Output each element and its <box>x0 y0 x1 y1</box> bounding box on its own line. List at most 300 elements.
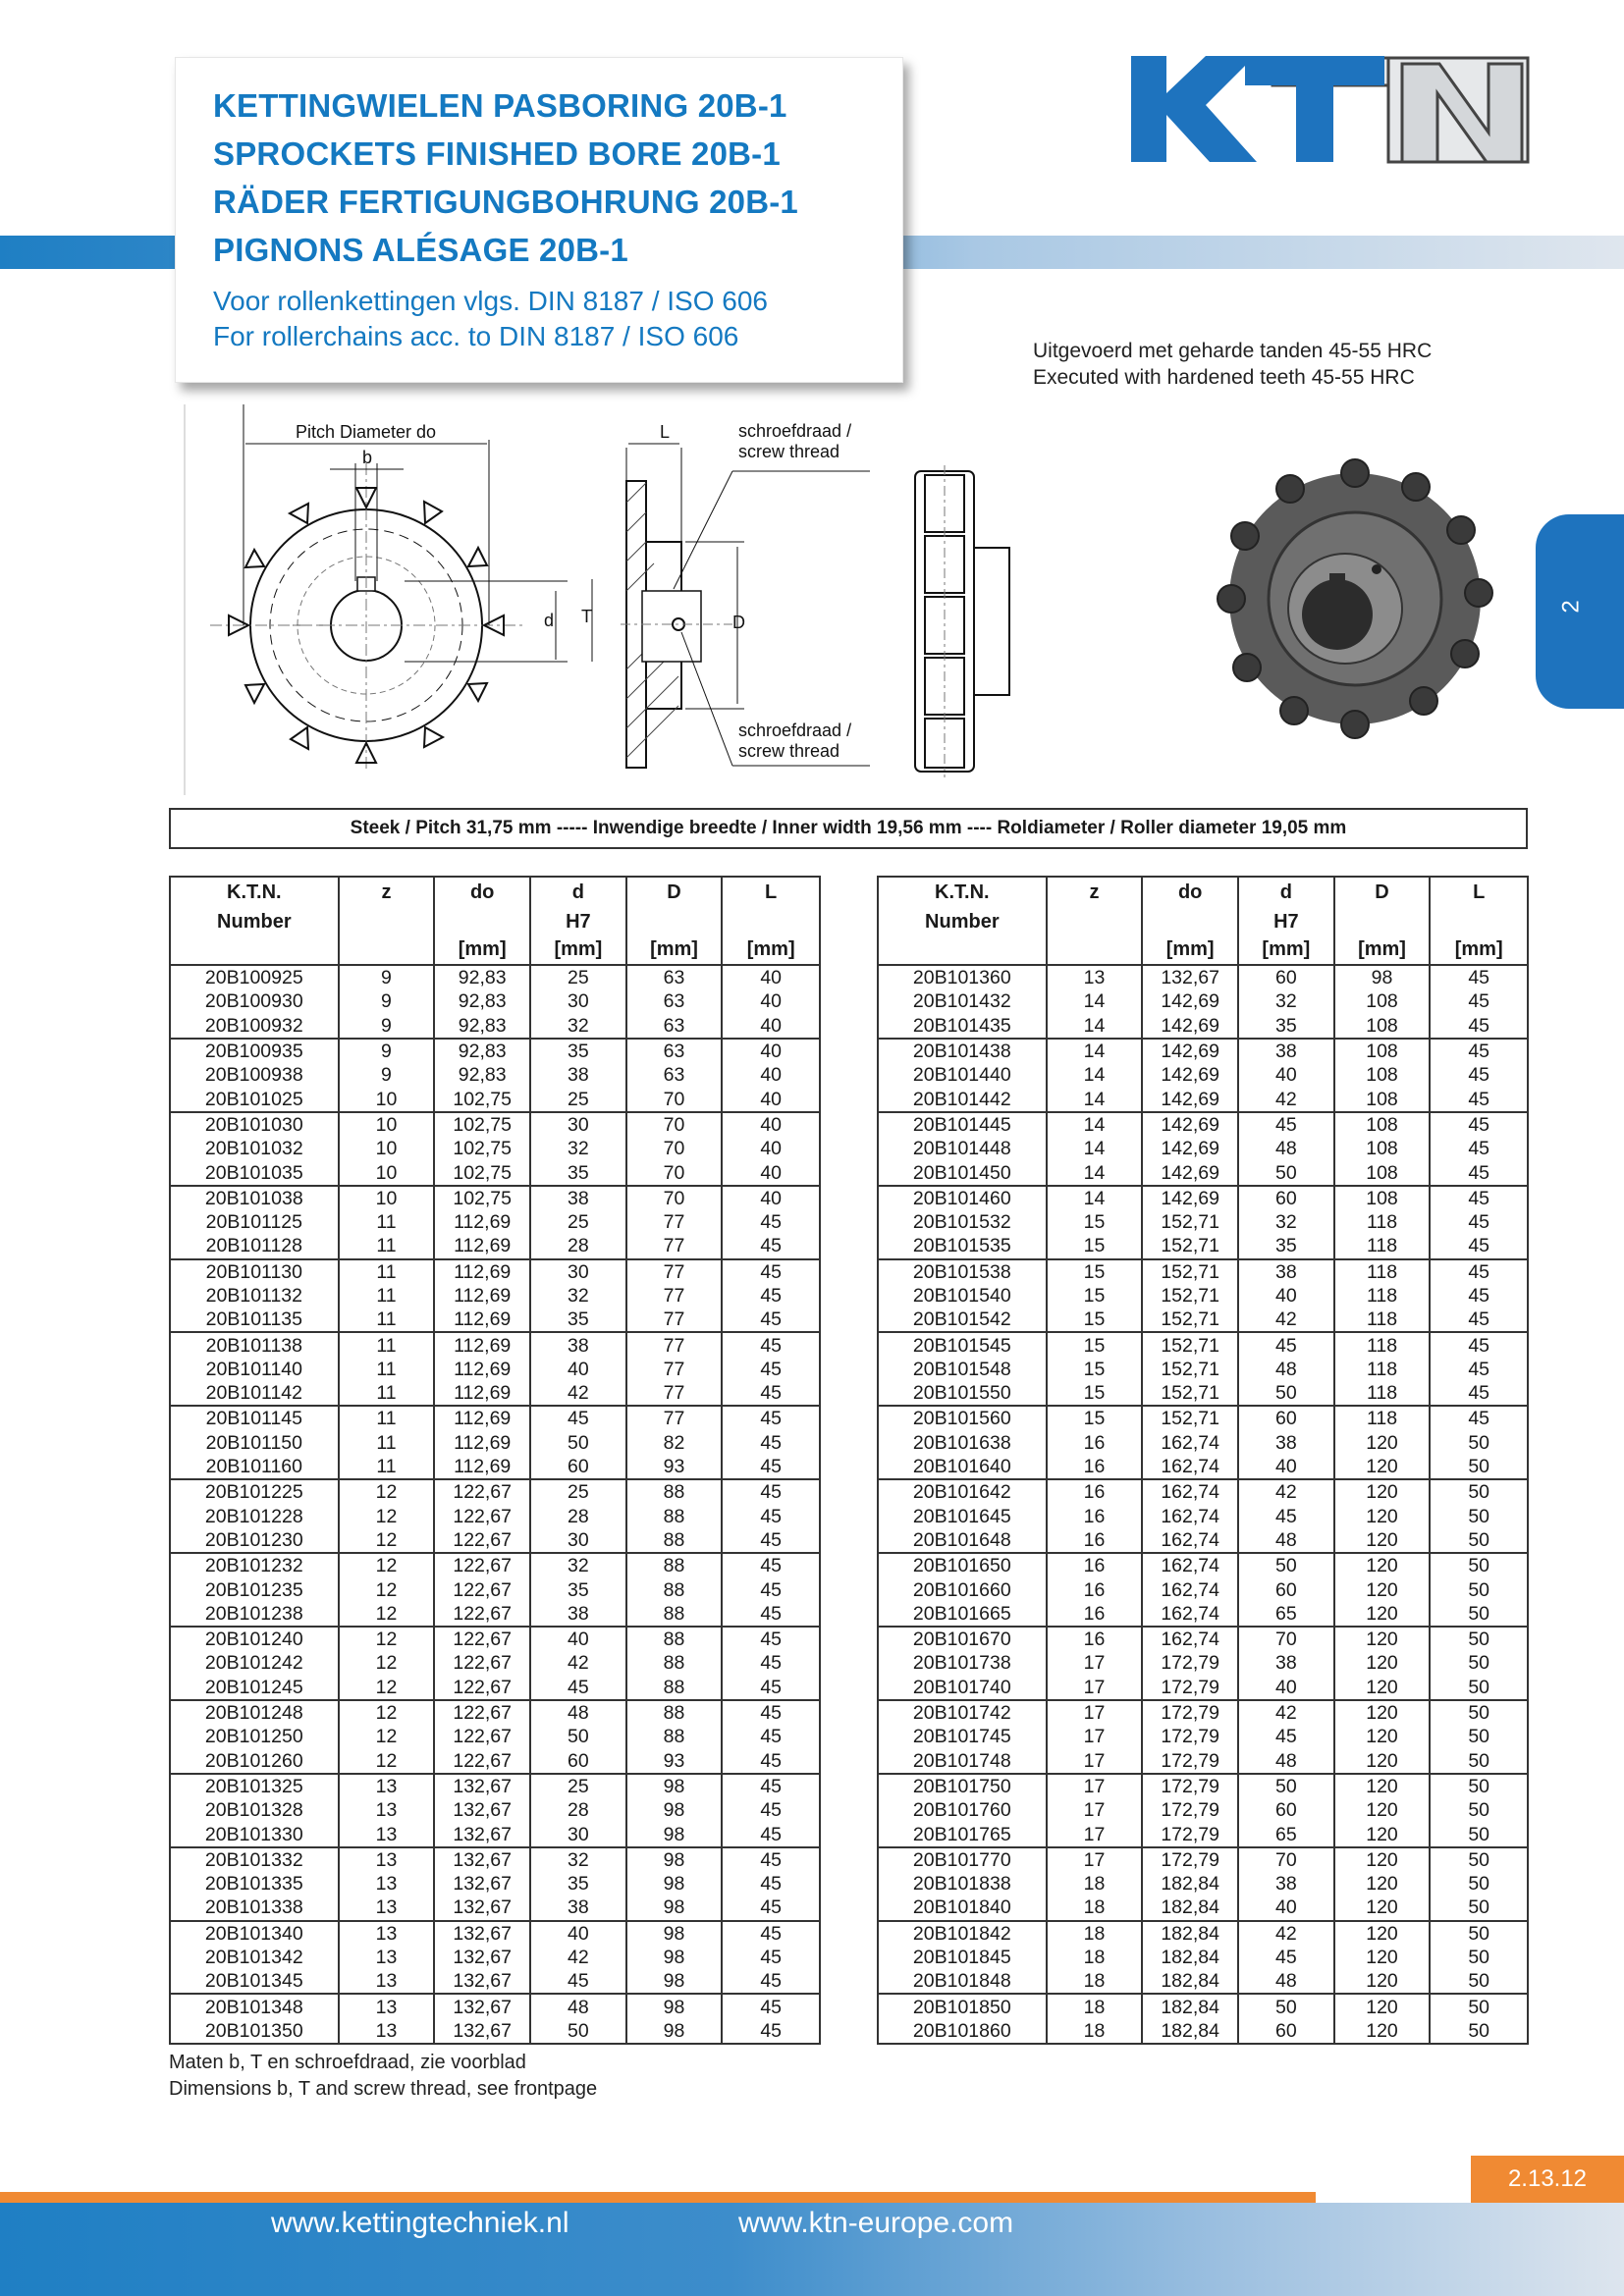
cell-d: 50 <box>530 2019 626 2044</box>
table-row <box>170 1160 820 1185</box>
cell-d: 40 <box>1238 1455 1334 1479</box>
table-row <box>878 1186 1528 1210</box>
cell-D: 108 <box>1334 1063 1431 1087</box>
cell-do: 172,79 <box>1142 1676 1238 1700</box>
cell-d: 25 <box>530 1479 626 1504</box>
cell-d: 25 <box>530 1210 626 1234</box>
cell-number: 20B101848 <box>878 1969 1047 1994</box>
cell-d: 40 <box>1238 1896 1334 1920</box>
cell-d: 45 <box>1238 1505 1334 1528</box>
cell-z: 11 <box>339 1358 435 1381</box>
cell-D: 70 <box>626 1112 723 1137</box>
table-row <box>170 1358 820 1381</box>
cell-L: 45 <box>1430 1210 1528 1234</box>
cell-D: 88 <box>626 1725 723 1748</box>
col-L: L [mm] <box>722 877 820 965</box>
cell-z: 13 <box>339 1994 435 2018</box>
table-row <box>878 1872 1528 1896</box>
cell-D: 88 <box>626 1553 723 1577</box>
cell-do: 162,74 <box>1142 1602 1238 1627</box>
cell-z: 17 <box>1047 1700 1143 1725</box>
cell-d: 50 <box>530 1725 626 1748</box>
table-row <box>878 1087 1528 1111</box>
cell-D: 63 <box>626 965 723 989</box>
cell-D: 70 <box>626 1087 723 1111</box>
cell-d: 30 <box>530 1112 626 1137</box>
cell-L: 45 <box>1430 1087 1528 1111</box>
subtitle-en: For rollerchains acc. to DIN 8187 / ISO 606 <box>213 321 739 351</box>
cell-number: 20B101560 <box>878 1406 1047 1430</box>
cell-number: 20B101538 <box>878 1259 1047 1284</box>
cell-D: 88 <box>626 1651 723 1675</box>
cell-number: 20B101142 <box>170 1381 339 1406</box>
cell-d: 28 <box>530 1234 626 1258</box>
cell-number: 20B101230 <box>170 1528 339 1553</box>
cell-d: 28 <box>530 1505 626 1528</box>
cell-D: 108 <box>1334 1137 1431 1160</box>
table-row <box>878 1969 1528 1994</box>
cell-number: 20B101748 <box>878 1749 1047 1774</box>
subtitle-nl: Voor rollenkettingen vlgs. DIN 8187 / ISO 606 <box>213 286 768 316</box>
cell-z: 14 <box>1047 1087 1143 1111</box>
cell-d: 65 <box>1238 1602 1334 1627</box>
cell-d: 40 <box>1238 1676 1334 1700</box>
cell-z: 16 <box>1047 1577 1143 1601</box>
cell-d: 45 <box>530 1406 626 1430</box>
cell-D: 108 <box>1334 1014 1431 1039</box>
table-row <box>878 1137 1528 1160</box>
cell-do: 112,69 <box>434 1308 530 1332</box>
cell-d: 48 <box>530 1700 626 1725</box>
cell-L: 45 <box>722 1946 820 1969</box>
cell-d: 48 <box>530 1994 626 2018</box>
cell-z: 13 <box>339 1822 435 1846</box>
table-row <box>878 1946 1528 1969</box>
cell-number: 20B101245 <box>170 1676 339 1700</box>
cell-z: 18 <box>1047 1921 1143 1946</box>
title-en: SPROCKETS FINISHED BORE 20B-1 <box>213 135 781 172</box>
cell-d: 30 <box>530 1528 626 1553</box>
table-row <box>878 1332 1528 1357</box>
cell-number: 20B101345 <box>170 1969 339 1994</box>
table-row <box>878 1798 1528 1822</box>
cell-d: 38 <box>1238 1872 1334 1896</box>
pitch-diameter-label: Pitch Diameter do <box>296 422 437 442</box>
table-row <box>878 1994 1528 2018</box>
table-row <box>170 1505 820 1528</box>
table-row <box>170 1455 820 1479</box>
cell-do: 142,69 <box>1142 1087 1238 1111</box>
cell-do: 112,69 <box>434 1284 530 1308</box>
cell-do: 92,83 <box>434 1014 530 1039</box>
cell-do: 142,69 <box>1142 1112 1238 1137</box>
cell-L: 45 <box>1430 1137 1528 1160</box>
cell-L: 50 <box>1430 1553 1528 1577</box>
cell-number: 20B101840 <box>878 1896 1047 1920</box>
cell-do: 112,69 <box>434 1234 530 1258</box>
cell-d: 60 <box>1238 1406 1334 1430</box>
table-row <box>170 1039 820 1063</box>
cell-D: 120 <box>1334 1847 1431 1872</box>
cell-D: 120 <box>1334 1651 1431 1675</box>
cell-D: 120 <box>1334 1774 1431 1798</box>
cell-do: 152,71 <box>1142 1234 1238 1258</box>
cell-D: 120 <box>1334 1700 1431 1725</box>
cell-L: 45 <box>722 1431 820 1455</box>
table-row <box>170 1210 820 1234</box>
cell-do: 132,67 <box>434 1896 530 1920</box>
cell-z: 11 <box>339 1455 435 1479</box>
cell-do: 142,69 <box>1142 1014 1238 1039</box>
cell-d: 60 <box>1238 1186 1334 1210</box>
cell-d: 40 <box>530 1921 626 1946</box>
cell-D: 63 <box>626 1039 723 1063</box>
cell-D: 120 <box>1334 1455 1431 1479</box>
cell-number: 20B101545 <box>878 1332 1047 1357</box>
table-row <box>170 1994 820 2018</box>
cell-do: 112,69 <box>434 1406 530 1430</box>
table-row <box>170 1528 820 1553</box>
col-number: K.T.N. Number <box>878 877 1047 965</box>
table-row <box>170 1431 820 1455</box>
cell-do: 132,67 <box>434 1798 530 1822</box>
col-d: d H7 [mm] <box>530 877 626 965</box>
cell-number: 20B101130 <box>170 1259 339 1284</box>
cell-L: 45 <box>1430 1112 1528 1137</box>
cell-number: 20B101038 <box>170 1186 339 1210</box>
cell-L: 45 <box>1430 1014 1528 1039</box>
cell-z: 12 <box>339 1700 435 1725</box>
cell-L: 45 <box>722 2019 820 2044</box>
cell-number: 20B101338 <box>170 1896 339 1920</box>
cell-L: 50 <box>1430 1528 1528 1553</box>
cell-D: 88 <box>626 1676 723 1700</box>
cell-d: 70 <box>1238 1627 1334 1651</box>
table-row <box>170 1822 820 1846</box>
table-row <box>878 1651 1528 1675</box>
cell-D: 120 <box>1334 1627 1431 1651</box>
cell-D: 88 <box>626 1528 723 1553</box>
cell-number: 20B101242 <box>170 1651 339 1675</box>
cell-D: 118 <box>1334 1234 1431 1258</box>
cell-do: 112,69 <box>434 1210 530 1234</box>
T-label: T <box>581 607 592 626</box>
cell-z: 11 <box>339 1406 435 1430</box>
cell-do: 162,74 <box>1142 1528 1238 1553</box>
cell-L: 45 <box>722 1528 820 1553</box>
cell-number: 20B101550 <box>878 1381 1047 1406</box>
cell-do: 112,69 <box>434 1358 530 1381</box>
cell-D: 120 <box>1334 1872 1431 1896</box>
table-row <box>878 1479 1528 1504</box>
cell-do: 162,74 <box>1142 1431 1238 1455</box>
cell-do: 172,79 <box>1142 1798 1238 1822</box>
col-do: do [mm] <box>434 877 530 965</box>
cell-D: 70 <box>626 1186 723 1210</box>
sprocket-table-left <box>169 876 821 2045</box>
cell-D: 120 <box>1334 1676 1431 1700</box>
website-link-europe[interactable]: www.ktn-europe.com <box>738 2207 1014 2239</box>
sprocket-photo <box>1208 452 1516 746</box>
table-row <box>170 1602 820 1627</box>
footnote <box>169 2050 597 2103</box>
cell-d: 50 <box>1238 1553 1334 1577</box>
cell-number: 20B101442 <box>878 1087 1047 1111</box>
cell-L: 45 <box>722 1308 820 1332</box>
cell-z: 12 <box>339 1528 435 1553</box>
table-row <box>170 1749 820 1774</box>
cell-number: 20B101770 <box>878 1847 1047 1872</box>
cell-d: 32 <box>530 1284 626 1308</box>
cell-number: 20B101132 <box>170 1284 339 1308</box>
cell-d: 50 <box>1238 1774 1334 1798</box>
cell-z: 16 <box>1047 1553 1143 1577</box>
cell-number: 20B101438 <box>878 1039 1047 1063</box>
cell-number: 20B101332 <box>170 1847 339 1872</box>
cell-L: 50 <box>1430 1798 1528 1822</box>
cell-d: 42 <box>530 1381 626 1406</box>
cell-d: 30 <box>530 1822 626 1846</box>
cell-z: 11 <box>339 1210 435 1234</box>
cell-L: 45 <box>1430 1160 1528 1185</box>
cell-do: 182,84 <box>1142 1946 1238 1969</box>
cell-number: 20B101250 <box>170 1725 339 1748</box>
cell-do: 122,67 <box>434 1602 530 1627</box>
cell-number: 20B101445 <box>878 1112 1047 1137</box>
sprocket-table-right <box>877 876 1529 2045</box>
cell-do: 142,69 <box>1142 1039 1238 1063</box>
cell-number: 20B101248 <box>170 1700 339 1725</box>
cell-number: 20B101030 <box>170 1112 339 1137</box>
cell-do: 122,67 <box>434 1725 530 1748</box>
cell-L: 50 <box>1430 1994 1528 2018</box>
cell-do: 122,67 <box>434 1749 530 1774</box>
cell-D: 118 <box>1334 1308 1431 1332</box>
cell-z: 14 <box>1047 1039 1143 1063</box>
website-link-nl[interactable]: www.kettingtechniek.nl <box>271 2207 569 2239</box>
table-row <box>878 1381 1528 1406</box>
sprocket-front-view <box>210 404 592 773</box>
cell-d: 50 <box>1238 1160 1334 1185</box>
cell-d: 40 <box>530 1627 626 1651</box>
cell-L: 50 <box>1430 1431 1528 1455</box>
cell-D: 93 <box>626 1749 723 1774</box>
cell-z: 14 <box>1047 1186 1143 1210</box>
col-number: K.T.N. Number <box>170 877 339 965</box>
cell-d: 48 <box>1238 1969 1334 1994</box>
cell-D: 120 <box>1334 1479 1431 1504</box>
cell-number: 20B101330 <box>170 1822 339 1846</box>
cell-D: 77 <box>626 1332 723 1357</box>
cell-z: 16 <box>1047 1528 1143 1553</box>
table-row <box>170 1186 820 1210</box>
cell-number: 20B101665 <box>878 1602 1047 1627</box>
cell-do: 172,79 <box>1142 1847 1238 1872</box>
cell-do: 132,67 <box>434 1774 530 1798</box>
cell-D: 120 <box>1334 1994 1431 2018</box>
cell-do: 182,84 <box>1142 1896 1238 1920</box>
table-row <box>878 1431 1528 1455</box>
cell-D: 120 <box>1334 1505 1431 1528</box>
cell-L: 45 <box>722 1969 820 1994</box>
cell-L: 45 <box>722 1259 820 1284</box>
table-row <box>878 1284 1528 1308</box>
cell-do: 162,74 <box>1142 1553 1238 1577</box>
d-label: d <box>544 611 555 630</box>
title-box <box>175 57 903 383</box>
cell-d: 32 <box>1238 1210 1334 1234</box>
cell-L: 50 <box>1430 1700 1528 1725</box>
footnote-nl: Maten b, T en schroefdraad, zie voorblad <box>169 2052 526 2073</box>
cell-L: 45 <box>722 1479 820 1504</box>
cell-D: 98 <box>626 1994 723 2018</box>
cell-d: 32 <box>1238 989 1334 1013</box>
cell-z: 13 <box>339 1969 435 1994</box>
cell-do: 92,83 <box>434 1063 530 1087</box>
cell-D: 77 <box>626 1210 723 1234</box>
cell-z: 17 <box>1047 1774 1143 1798</box>
cell-do: 122,67 <box>434 1553 530 1577</box>
cell-L: 45 <box>722 1651 820 1675</box>
cell-L: 45 <box>1430 1381 1528 1406</box>
col-z: z <box>339 877 435 965</box>
cell-d: 40 <box>1238 1284 1334 1308</box>
cell-do: 172,79 <box>1142 1749 1238 1774</box>
b-label: b <box>362 448 373 467</box>
cell-D: 77 <box>626 1406 723 1430</box>
table-row <box>170 1896 820 1920</box>
cell-number: 20B101750 <box>878 1774 1047 1798</box>
cell-L: 50 <box>1430 1455 1528 1479</box>
table-row <box>878 1308 1528 1332</box>
cell-d: 30 <box>530 1259 626 1284</box>
cell-z: 15 <box>1047 1358 1143 1381</box>
cell-number: 20B101642 <box>878 1479 1047 1504</box>
cell-number: 20B101145 <box>170 1406 339 1430</box>
cell-L: 45 <box>722 1798 820 1822</box>
cell-D: 120 <box>1334 1896 1431 1920</box>
sprocket-side-view <box>621 421 870 768</box>
table-row <box>170 1381 820 1406</box>
table-row <box>170 1063 820 1087</box>
cell-L: 40 <box>722 1014 820 1039</box>
cell-z: 12 <box>339 1627 435 1651</box>
table-row <box>170 1259 820 1284</box>
cell-z: 13 <box>339 1946 435 1969</box>
cell-z: 18 <box>1047 2019 1143 2044</box>
cell-do: 172,79 <box>1142 1725 1238 1748</box>
cell-z: 11 <box>339 1284 435 1308</box>
cell-do: 122,67 <box>434 1577 530 1601</box>
cell-number: 20B101670 <box>878 1627 1047 1651</box>
cell-do: 162,74 <box>1142 1479 1238 1504</box>
cell-z: 12 <box>339 1749 435 1774</box>
cell-z: 9 <box>339 1014 435 1039</box>
cell-L: 45 <box>722 1602 820 1627</box>
table-row <box>170 1332 820 1357</box>
cell-L: 45 <box>722 1700 820 1725</box>
cell-z: 9 <box>339 989 435 1013</box>
cell-L: 45 <box>722 1553 820 1577</box>
cell-z: 17 <box>1047 1798 1143 1822</box>
cell-L: 40 <box>722 1039 820 1063</box>
cell-d: 60 <box>530 1455 626 1479</box>
cell-d: 48 <box>1238 1749 1334 1774</box>
cell-z: 10 <box>339 1137 435 1160</box>
cell-number: 20B101460 <box>878 1186 1047 1210</box>
cell-number: 20B101432 <box>878 989 1047 1013</box>
cell-z: 18 <box>1047 1946 1143 1969</box>
cell-do: 112,69 <box>434 1259 530 1284</box>
cell-number: 20B101660 <box>878 1577 1047 1601</box>
chapter-tab[interactable] <box>1536 514 1624 709</box>
hardened-note-en: Executed with hardened teeth 45-55 HRC <box>1033 366 1415 389</box>
cell-do: 132,67 <box>434 1921 530 1946</box>
cell-number: 20B101648 <box>878 1528 1047 1553</box>
cell-L: 45 <box>722 1676 820 1700</box>
cell-d: 35 <box>530 1039 626 1063</box>
cell-L: 45 <box>1430 1358 1528 1381</box>
cell-number: 20B101235 <box>170 1577 339 1601</box>
cell-D: 118 <box>1334 1358 1431 1381</box>
cell-number: 20B101135 <box>170 1308 339 1332</box>
cell-d: 45 <box>1238 1946 1334 1969</box>
cell-do: 152,71 <box>1142 1381 1238 1406</box>
cell-D: 98 <box>626 1822 723 1846</box>
table-row <box>170 965 820 989</box>
cell-do: 162,74 <box>1142 1505 1238 1528</box>
cell-d: 42 <box>530 1651 626 1675</box>
ktn-logo <box>1127 54 1534 167</box>
cell-do: 132,67 <box>434 1946 530 1969</box>
cell-d: 38 <box>530 1896 626 1920</box>
cell-L: 50 <box>1430 1896 1528 1920</box>
cell-D: 120 <box>1334 1749 1431 1774</box>
table-row <box>878 1822 1528 1846</box>
cell-d: 32 <box>530 1553 626 1577</box>
table-row <box>878 1063 1528 1087</box>
cell-L: 45 <box>722 1234 820 1258</box>
cell-d: 42 <box>530 1946 626 1969</box>
cell-z: 17 <box>1047 1749 1143 1774</box>
cell-L: 45 <box>722 1774 820 1798</box>
cell-D: 98 <box>626 1921 723 1946</box>
cell-L: 45 <box>1430 1063 1528 1087</box>
cell-number: 20B101128 <box>170 1234 339 1258</box>
cell-do: 172,79 <box>1142 1700 1238 1725</box>
cell-number: 20B101548 <box>878 1358 1047 1381</box>
cell-L: 45 <box>722 1896 820 1920</box>
cell-z: 10 <box>339 1160 435 1185</box>
cell-number: 20B101240 <box>170 1627 339 1651</box>
cell-D: 118 <box>1334 1332 1431 1357</box>
cell-z: 17 <box>1047 1822 1143 1846</box>
cell-do: 152,71 <box>1142 1210 1238 1234</box>
cell-L: 40 <box>722 1160 820 1185</box>
cell-D: 77 <box>626 1381 723 1406</box>
cell-D: 98 <box>626 1774 723 1798</box>
cell-do: 152,71 <box>1142 1358 1238 1381</box>
cell-number: 20B101738 <box>878 1651 1047 1675</box>
cell-D: 118 <box>1334 1284 1431 1308</box>
cell-do: 152,71 <box>1142 1332 1238 1357</box>
table-row <box>878 1528 1528 1553</box>
cell-D: 77 <box>626 1234 723 1258</box>
cell-D: 63 <box>626 1014 723 1039</box>
cell-do: 182,84 <box>1142 2019 1238 2044</box>
cell-L: 50 <box>1430 1627 1528 1651</box>
cell-L: 45 <box>722 1505 820 1528</box>
